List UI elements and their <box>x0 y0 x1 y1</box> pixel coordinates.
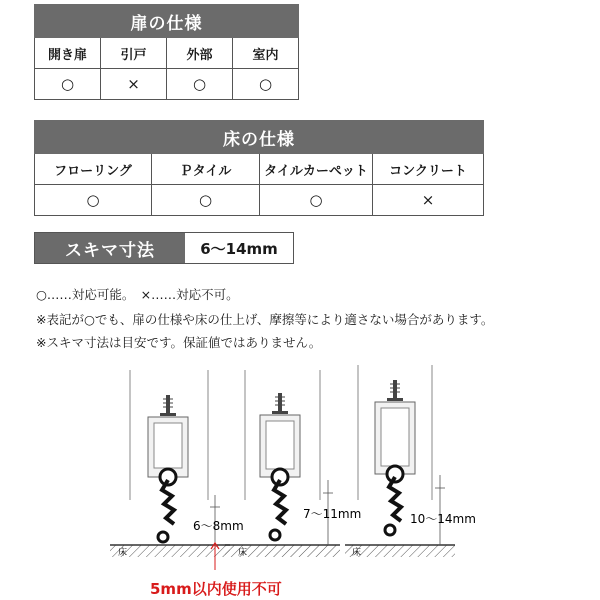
screw-icon <box>160 395 176 416</box>
door-spec-title: 扉の仕様 <box>35 5 299 38</box>
range-label-2: 7～11mm <box>303 507 362 521</box>
range-label-1: 6～8mm <box>193 519 244 533</box>
floor-label-1: 床 <box>118 548 128 558</box>
floor-label-2: 床 <box>238 548 248 558</box>
floor-val-ptile: ○ <box>152 185 260 216</box>
floor-val-carpet: ○ <box>260 185 373 216</box>
screw-icon <box>272 393 288 414</box>
door-col-exterior: 外部 <box>167 38 233 69</box>
screw-icon <box>387 380 403 401</box>
gap-size-value: 6～14mm <box>200 239 278 258</box>
installation-diagram <box>0 355 600 570</box>
note-disclaimer: ※表記が○でも、扉の仕様や床の仕上げ、摩擦等により適さない場合があります。 <box>36 312 494 327</box>
note-legend: ○……対応可能。 ×……対応不可。 <box>36 287 239 302</box>
door-spec-table <box>34 4 299 100</box>
floor-col-carpet: タイルカーペット <box>260 154 373 185</box>
floor-col-flooring: フローリング <box>35 154 152 185</box>
warning-text: 5mm以内使用不可 <box>150 580 282 598</box>
door-val-interior: ○ <box>233 69 299 100</box>
door-val-sliding: × <box>101 69 167 100</box>
note-gap-guideline: ※スキマ寸法は目安です。保証値ではありません。 <box>36 335 322 350</box>
diagram-panel-3 <box>345 365 476 558</box>
floor-spec-title: 床の仕様 <box>35 121 484 154</box>
door-col-swing: 開き扉 <box>35 38 101 69</box>
floor-col-ptile: Ｐタイル <box>152 154 260 185</box>
gap-size-label: スキマ寸法 <box>35 233 185 263</box>
door-col-interior: 室内 <box>233 38 299 69</box>
diagram-panel-2 <box>225 370 361 558</box>
door-col-sliding: 引戸 <box>101 38 167 69</box>
door-val-exterior: ○ <box>167 69 233 100</box>
door-val-swing: ○ <box>35 69 101 100</box>
floor-val-flooring: ○ <box>35 185 152 216</box>
floor-col-concrete: コンクリート <box>373 154 484 185</box>
gap-size-box <box>34 232 294 264</box>
floor-val-concrete: × <box>373 185 484 216</box>
range-label-3: 10～14mm <box>410 512 476 526</box>
floor-spec-table <box>34 120 484 216</box>
diagram-panel-1 <box>110 370 244 570</box>
floor-label-3: 床 <box>352 548 362 558</box>
